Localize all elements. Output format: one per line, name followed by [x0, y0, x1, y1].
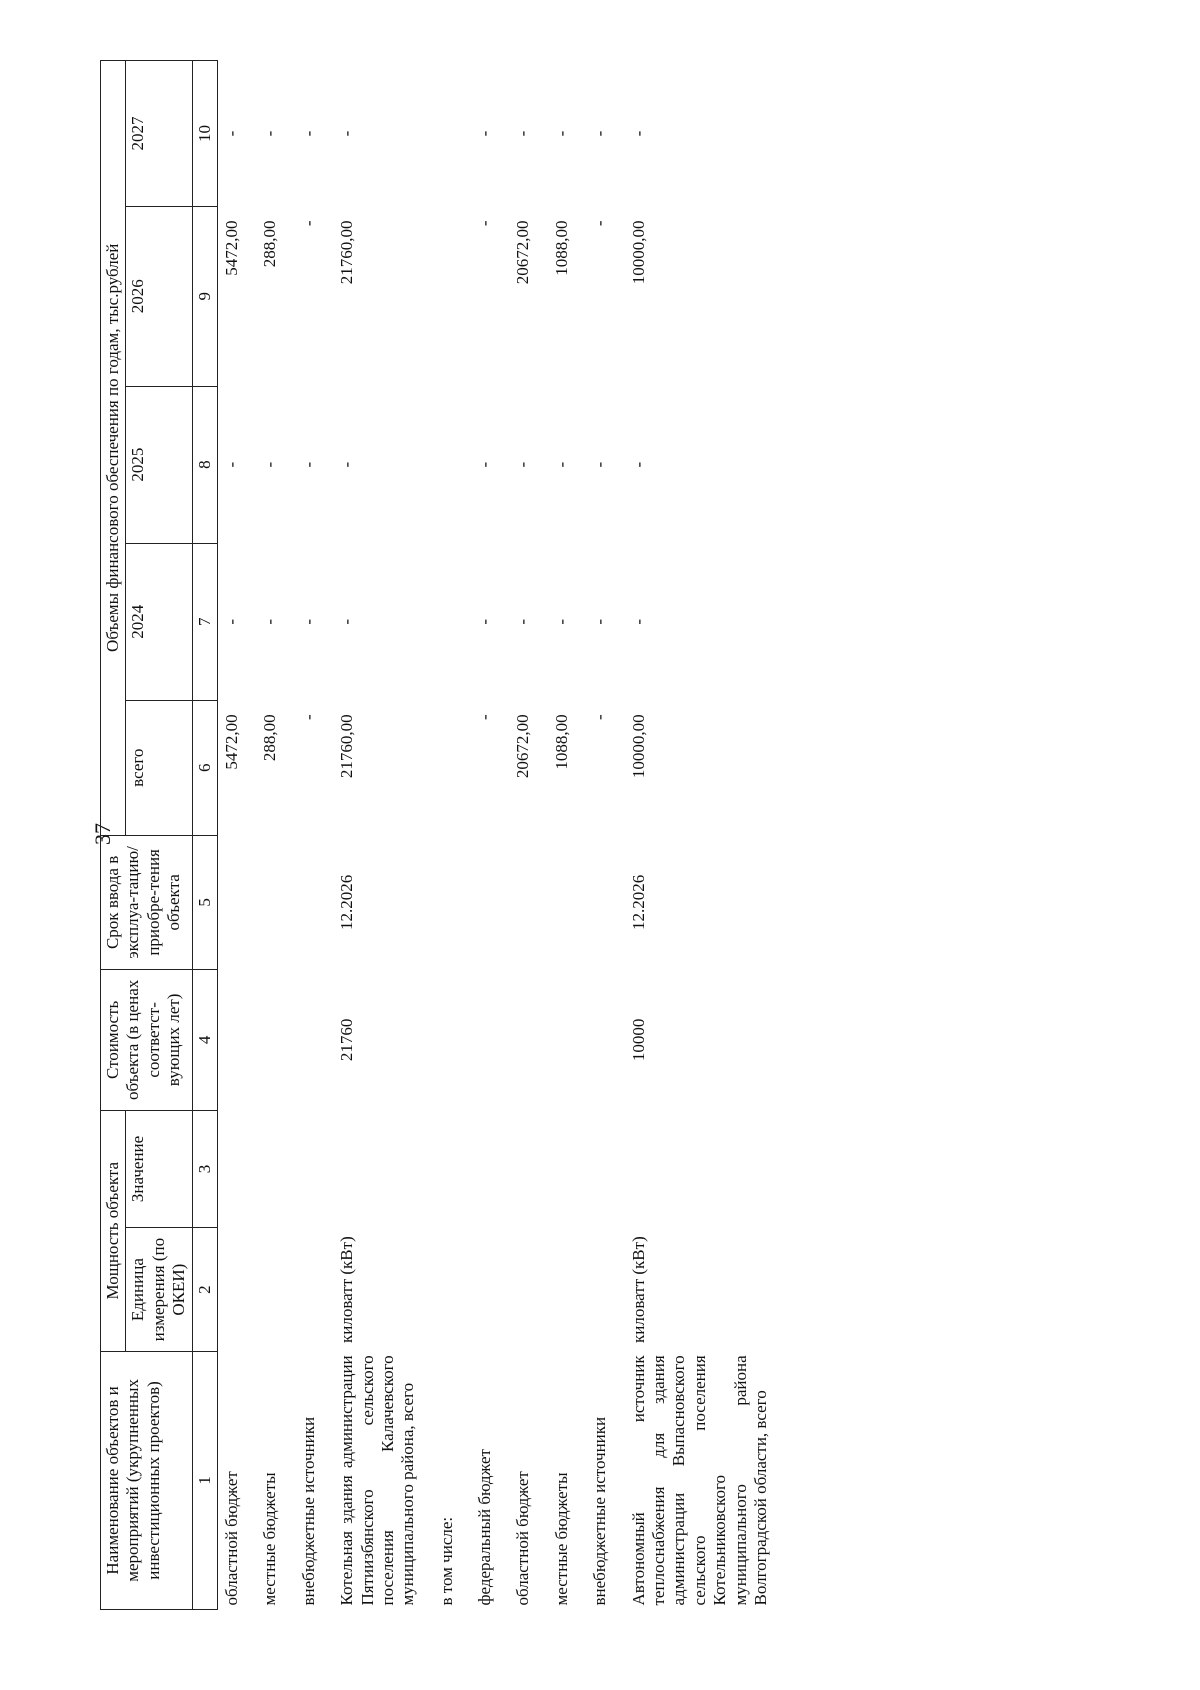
header-2026: 2026: [126, 206, 192, 386]
row-2025-cell: -: [590, 461, 610, 468]
row-cost-cell: [295, 970, 333, 1110]
row-cost-cell: [509, 970, 547, 1110]
row-2024-cell: -: [337, 618, 357, 625]
row-2024-cell: -: [221, 618, 241, 625]
row-value-cell: [217, 1110, 256, 1228]
row-name-cell: федеральный бюджет: [475, 1449, 495, 1606]
table-body: [217, 61, 785, 1610]
header-2027: 2027: [126, 61, 192, 207]
row-2025-cell: -: [221, 461, 241, 468]
row-2026-cell: 5472,00: [221, 220, 241, 276]
table-row: [548, 61, 586, 1610]
header-commission: Срок ввода в эксплуа-тацию/ приобре-тения объекта: [101, 835, 193, 970]
row-unit-cell: [256, 1228, 294, 1351]
row-2026-cell: 20672,00: [513, 220, 533, 285]
column-number: 8: [192, 386, 217, 543]
row-name-cell: в том числе:: [436, 1516, 456, 1606]
table-row: [295, 61, 333, 1610]
row-term-cell: [586, 835, 624, 970]
row-total-cell: 20672,00: [513, 714, 533, 779]
row-value-cell: [509, 1110, 547, 1228]
table-row: [217, 61, 256, 1610]
row-term-cell: 12.2026: [337, 874, 357, 931]
row-name-cell: Котельная здания администрации Пятиизбянского сельского поселения Калачевского муниципального района, всего: [337, 1355, 418, 1606]
row-unit-cell: [586, 1228, 624, 1351]
row-2025-cell: -: [337, 461, 357, 468]
row-total-cell: 21760,00: [337, 714, 357, 779]
header-2024: 2024: [126, 543, 192, 700]
row-name-cell: местные бюджеты: [551, 1472, 571, 1606]
row-term-cell: [256, 835, 294, 970]
column-number: 9: [192, 206, 217, 386]
row-total-cell: -: [298, 714, 318, 721]
column-number: 2: [192, 1228, 217, 1351]
row-2027-cell: -: [337, 130, 357, 137]
row-unit-cell: [471, 1228, 509, 1351]
row-2024-cell: -: [298, 618, 318, 625]
table-wrapper: [100, 60, 785, 1610]
row-unit-cell: [295, 1228, 333, 1351]
row-term-cell: [217, 835, 256, 970]
row-2024-cell: [433, 543, 471, 700]
row-value-cell: [333, 1110, 433, 1228]
column-number: 7: [192, 543, 217, 700]
row-unit-cell: [433, 1228, 471, 1351]
row-cost-cell: [433, 970, 471, 1110]
row-2026-cell: 288,00: [260, 220, 280, 268]
row-2026-cell: -: [298, 220, 318, 227]
row-cost-cell: [471, 970, 509, 1110]
row-name-cell: областной бюджет: [513, 1471, 533, 1606]
row-2024-cell: -: [513, 618, 533, 625]
header-funding: Объемы финансового обеспечения по годам, тыс.рублей: [101, 61, 126, 836]
row-name-cell: местные бюджеты: [260, 1472, 280, 1606]
row-2027-cell: -: [628, 130, 648, 137]
row-total-cell: 288,00: [260, 714, 280, 762]
row-2026-cell: -: [475, 220, 495, 227]
row-value-cell: [548, 1110, 586, 1228]
row-cost-cell: 21760: [337, 1018, 357, 1062]
row-2025-cell: -: [551, 461, 571, 468]
column-number: 1: [192, 1351, 217, 1609]
row-2027-cell: -: [590, 130, 610, 137]
row-value-cell: [295, 1110, 333, 1228]
column-number: 6: [192, 700, 217, 835]
row-term-cell: [509, 835, 547, 970]
column-number: 4: [192, 970, 217, 1110]
row-term-cell: [433, 835, 471, 970]
row-2026-cell: -: [590, 220, 610, 227]
row-2025-cell: -: [298, 461, 318, 468]
row-2024-cell: -: [260, 618, 280, 625]
row-unit-cell: киловатт (кВт): [628, 1236, 648, 1343]
row-cost-cell: [256, 970, 294, 1110]
row-unit-cell: [217, 1228, 256, 1351]
row-total-cell: -: [475, 714, 495, 721]
header-name: Наименование объектов и мероприятий (укрупненных инвестиционных проектов): [101, 1351, 193, 1609]
row-total-cell: -: [590, 714, 610, 721]
row-name-cell: внебюджетные источники: [298, 1416, 318, 1606]
row-2025-cell: -: [475, 461, 495, 468]
row-cost-cell: [217, 970, 256, 1110]
row-total-cell: [433, 700, 471, 835]
row-total-cell: 5472,00: [221, 714, 241, 770]
row-value-cell: [625, 1110, 786, 1228]
row-2025-cell: -: [513, 461, 533, 468]
row-term-cell: 12.2026: [628, 874, 648, 931]
row-cost-cell: [548, 970, 586, 1110]
row-2026-cell: 21760,00: [337, 220, 357, 285]
row-2024-cell: -: [590, 618, 610, 625]
row-total-cell: 10000,00: [628, 714, 648, 779]
row-name-cell: Автономный источник теплоснабжения для здания администрации Выпасновского сельского поселения Котельниковского муниципального района Волгоградской области, всего: [628, 1355, 770, 1606]
row-2027-cell: -: [298, 130, 318, 137]
table-row: [333, 61, 433, 1610]
row-2027-cell: [433, 61, 471, 207]
row-total-cell: 1088,00: [551, 714, 571, 770]
row-2026-cell: [433, 206, 471, 386]
row-2024-cell: -: [551, 618, 571, 625]
table-row: [509, 61, 547, 1610]
row-2027-cell: -: [475, 130, 495, 137]
row-unit-cell: [509, 1228, 547, 1351]
row-2025-cell: -: [260, 461, 280, 468]
row-term-cell: [548, 835, 586, 970]
row-value-cell: [256, 1110, 294, 1228]
table-row: [586, 61, 624, 1610]
funding-table: [100, 60, 785, 1610]
row-cost-cell: [586, 970, 624, 1110]
row-2024-cell: -: [475, 618, 495, 625]
row-name-cell: областной бюджет: [221, 1471, 241, 1606]
row-name-cell: внебюджетные источники: [590, 1416, 610, 1606]
row-2024-cell: -: [628, 618, 648, 625]
header-2025: 2025: [126, 386, 192, 543]
header-total: всего: [126, 700, 192, 835]
row-unit-cell: киловатт (кВт): [337, 1236, 357, 1343]
row-2026-cell: 10000,00: [628, 220, 648, 285]
row-value-cell: [586, 1110, 624, 1228]
table-header: [101, 61, 218, 1610]
column-number: 10: [192, 61, 217, 207]
table-row: [433, 61, 471, 1610]
row-value-cell: [433, 1110, 471, 1228]
row-unit-cell: [548, 1228, 586, 1351]
header-value: Значение: [126, 1110, 192, 1228]
row-value-cell: [471, 1110, 509, 1228]
row-2027-cell: -: [221, 130, 241, 137]
row-term-cell: [295, 835, 333, 970]
column-number: 3: [192, 1110, 217, 1228]
row-2027-cell: -: [551, 130, 571, 137]
row-cost-cell: 10000: [628, 1018, 648, 1062]
header-cost: Стоимость объекта (в ценах соответст-вующих лет): [101, 970, 193, 1110]
header-unit: Единица измерения (по ОКЕИ): [126, 1228, 192, 1351]
row-2027-cell: -: [513, 130, 533, 137]
table-row: [256, 61, 294, 1610]
table-row: [625, 61, 786, 1610]
row-2026-cell: 1088,00: [551, 220, 571, 276]
row-2025-cell: -: [628, 461, 648, 468]
row-2025-cell: [433, 386, 471, 543]
header-power: Мощность объекта: [101, 1110, 126, 1351]
row-2027-cell: -: [260, 130, 280, 137]
column-number-row: [192, 61, 217, 1610]
table-row: [471, 61, 509, 1610]
page-number: 37: [90, 823, 115, 845]
column-number: 5: [192, 835, 217, 970]
row-term-cell: [471, 835, 509, 970]
